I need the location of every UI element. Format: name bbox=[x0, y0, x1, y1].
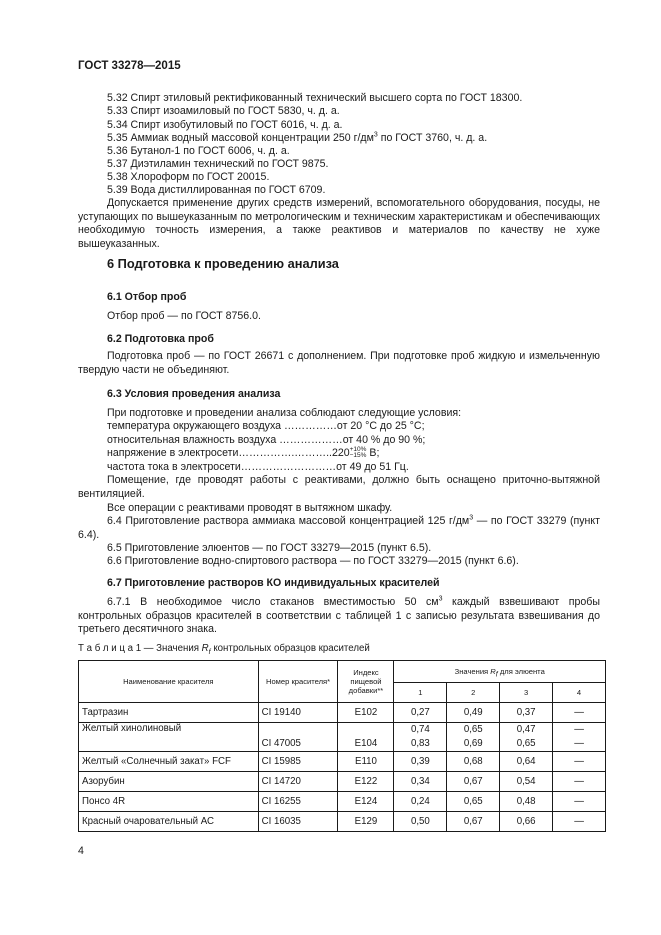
section-6-1-text: Отбор проб — по ГОСТ 8756.0. bbox=[107, 310, 261, 322]
cell-index: E110 bbox=[338, 752, 394, 772]
cell-index: E104 bbox=[338, 736, 394, 752]
cell-name: Желтый хинолиновый bbox=[79, 723, 259, 752]
section-6-title: 6 Подготовка к проведению анализа bbox=[107, 256, 339, 271]
reagent-item-ammonia: 5.35 Аммиак водный массовой концентрации 250 $г/дм^3$ по ГОСТ 3760, ч. д. а. bbox=[107, 131, 488, 144]
cell-value: 0,65 bbox=[447, 723, 500, 737]
condition-humidity: относительная влажность воздуха ………………от 40 % до 90 %; bbox=[107, 434, 426, 446]
cell-index: E124 bbox=[338, 792, 394, 812]
table-row bbox=[79, 752, 606, 772]
cell-number bbox=[258, 723, 338, 737]
table-row bbox=[79, 723, 606, 737]
reagent-item: 5.34 Спирт изобутиловый по ГОСТ 6016, ч. д. а. bbox=[107, 119, 343, 131]
cell-value: 0,64 bbox=[500, 752, 553, 772]
allowed-paragraph: Допускается применение других средств измерений, вспомогательного оборудования, посуды, не уступающих по вышеуказанным по метрологическим и техническим характеристикам и обеспечивающих необходимую точность измерения, а также реактивов и материалов по качеству не хуже вышеуказанных. bbox=[78, 197, 600, 251]
condition-voltage: напряжение в электросети…………….………..220 +10% −15% В; bbox=[107, 446, 380, 460]
reagent-item: 5.36 Бутанол-1 по ГОСТ 6006, ч. д. а. bbox=[107, 145, 290, 157]
section-6-4-text: 6.4 Приготовление раствора аммиака массовой концентрацией 125 $г/дм^3$ — по ГОСТ 33279 (пункт 6.4). bbox=[78, 514, 600, 541]
table-caption: Т а б л и ц а 1 — Значения $R_f$ контрольных образцов красителей bbox=[78, 643, 370, 656]
cell-index bbox=[338, 723, 394, 737]
table-row bbox=[79, 812, 606, 832]
condition-frequency: частота тока в электросети………………………от 49 до 51 Гц. bbox=[107, 461, 409, 473]
cell-value: — bbox=[553, 792, 606, 812]
document-header: ГОСТ 33278—2015 bbox=[78, 60, 181, 72]
cell-value: 0,67 bbox=[447, 772, 500, 792]
cell-index: E129 bbox=[338, 812, 394, 832]
cell-name: Азорубин bbox=[79, 772, 259, 792]
table-row bbox=[79, 703, 606, 723]
cell-value: 0,67 bbox=[447, 812, 500, 832]
section-6-2-title: 6.2 Подготовка проб bbox=[107, 333, 214, 345]
cell-name: Желтый «Солнечный закат» FCF bbox=[79, 752, 259, 772]
ventilation-paragraph: Помещение, где проводят работы с реактивами, должно быть оснащено приточно-вытяжной вентиляцией. bbox=[78, 474, 600, 500]
cell-value: — bbox=[553, 723, 606, 737]
reagent-item: 5.39 Вода дистиллированная по ГОСТ 6709. bbox=[107, 184, 326, 196]
header-number: Номер красителя* bbox=[258, 661, 338, 703]
table-row bbox=[79, 792, 606, 812]
cell-name: Красный очаровательный АС bbox=[79, 812, 259, 832]
cell-number: CI 16255 bbox=[258, 792, 338, 812]
rf-values-table bbox=[78, 660, 606, 832]
cell-value: 0,50 bbox=[394, 812, 447, 832]
cell-value: — bbox=[553, 703, 606, 723]
header-col-3: 3 bbox=[500, 683, 553, 703]
cell-number: CI 47005 bbox=[258, 736, 338, 752]
header-name: Наименование красителя bbox=[79, 661, 259, 703]
conditions-intro: При подготовке и проведении анализа соблюдают следующие условия: bbox=[107, 407, 462, 419]
section-6-3-title: 6.3 Условия проведения анализа bbox=[107, 388, 281, 400]
cell-value: 0,66 bbox=[500, 812, 553, 832]
section-6-5-text: 6.5 Приготовление элюентов — по ГОСТ 33279—2015 (пункт 6.5). bbox=[107, 542, 432, 554]
page-number: 4 bbox=[78, 845, 84, 857]
cell-name: Понсо 4R bbox=[79, 792, 259, 812]
section-6-7-1-text: 6.7.1 В необходимое число стаканов вместимостью 50 $см^3$ каждый взвешивают пробы контрольных образцов красителей в соответствии с таблицей 1 с записью результата взвешивания до третьего десятичного знака. bbox=[78, 595, 600, 636]
reagent-item: 5.32 Спирт этиловый ректификованный технический высшего сорта по ГОСТ 18300. bbox=[107, 92, 523, 104]
cell-value: 0,68 bbox=[447, 752, 500, 772]
cell-name: Тартразин bbox=[79, 703, 259, 723]
reagent-item: 5.33 Спирт изоамиловый по ГОСТ 5830, ч. д. а. bbox=[107, 105, 340, 117]
cell-value: — bbox=[553, 812, 606, 832]
cell-number: CI 15985 bbox=[258, 752, 338, 772]
header-col-1: 1 bbox=[394, 683, 447, 703]
section-6-7-title: 6.7 Приготовление растворов КО индивидуальных красителей bbox=[107, 577, 440, 589]
cell-value: — bbox=[553, 772, 606, 792]
cell-value: 0,54 bbox=[500, 772, 553, 792]
section-6-1-title: 6.1 Отбор проб bbox=[107, 291, 187, 303]
header-col-4: 4 bbox=[553, 683, 606, 703]
cell-number: CI 16035 bbox=[258, 812, 338, 832]
reagent-item: 5.37 Диэтиламин технический по ГОСТ 9875. bbox=[107, 158, 329, 170]
cell-value: 0,65 bbox=[447, 792, 500, 812]
header-index: Индекс пищевой добавки** bbox=[338, 661, 394, 703]
cell-value: 0,48 bbox=[500, 792, 553, 812]
cell-value: 0,69 bbox=[447, 736, 500, 752]
cell-index: E102 bbox=[338, 703, 394, 723]
cell-index: E122 bbox=[338, 772, 394, 792]
reagent-item: 5.38 Хлороформ по ГОСТ 20015. bbox=[107, 171, 270, 183]
cell-value: 0,74 bbox=[394, 723, 447, 737]
cell-value: 0,49 bbox=[447, 703, 500, 723]
cell-value: 0,65 bbox=[500, 736, 553, 752]
header-col-2: 2 bbox=[447, 683, 500, 703]
cell-value: 0,27 bbox=[394, 703, 447, 723]
cell-value: 0,83 bbox=[394, 736, 447, 752]
cell-value: 0,37 bbox=[500, 703, 553, 723]
cell-value: 0,24 bbox=[394, 792, 447, 812]
section-6-2-text: Подготовка проб — по ГОСТ 26671 с дополнением. При подготовке проб жидкую и измельченную твердую части не объединяют. bbox=[78, 350, 600, 376]
table-row bbox=[79, 772, 606, 792]
header-values: Значения $R_f$ для элюента bbox=[394, 661, 606, 683]
section-6-6-text: 6.6 Приготовление водно-спиртового раствора — по ГОСТ 33279—2015 (пункт 6.6). bbox=[107, 555, 519, 567]
cell-value: 0,47 bbox=[500, 723, 553, 737]
cell-value: — bbox=[553, 752, 606, 772]
fume-hood-text: Все операции с реактивами проводят в вытяжном шкафу. bbox=[107, 502, 393, 514]
cell-number: CI 19140 bbox=[258, 703, 338, 723]
cell-number: CI 14720 bbox=[258, 772, 338, 792]
cell-value: — bbox=[553, 736, 606, 752]
cell-value: 0,34 bbox=[394, 772, 447, 792]
cell-value: 0,39 bbox=[394, 752, 447, 772]
condition-temperature: температура окружающего воздуха ……………от 20 °С до 25 °С; bbox=[107, 420, 425, 432]
